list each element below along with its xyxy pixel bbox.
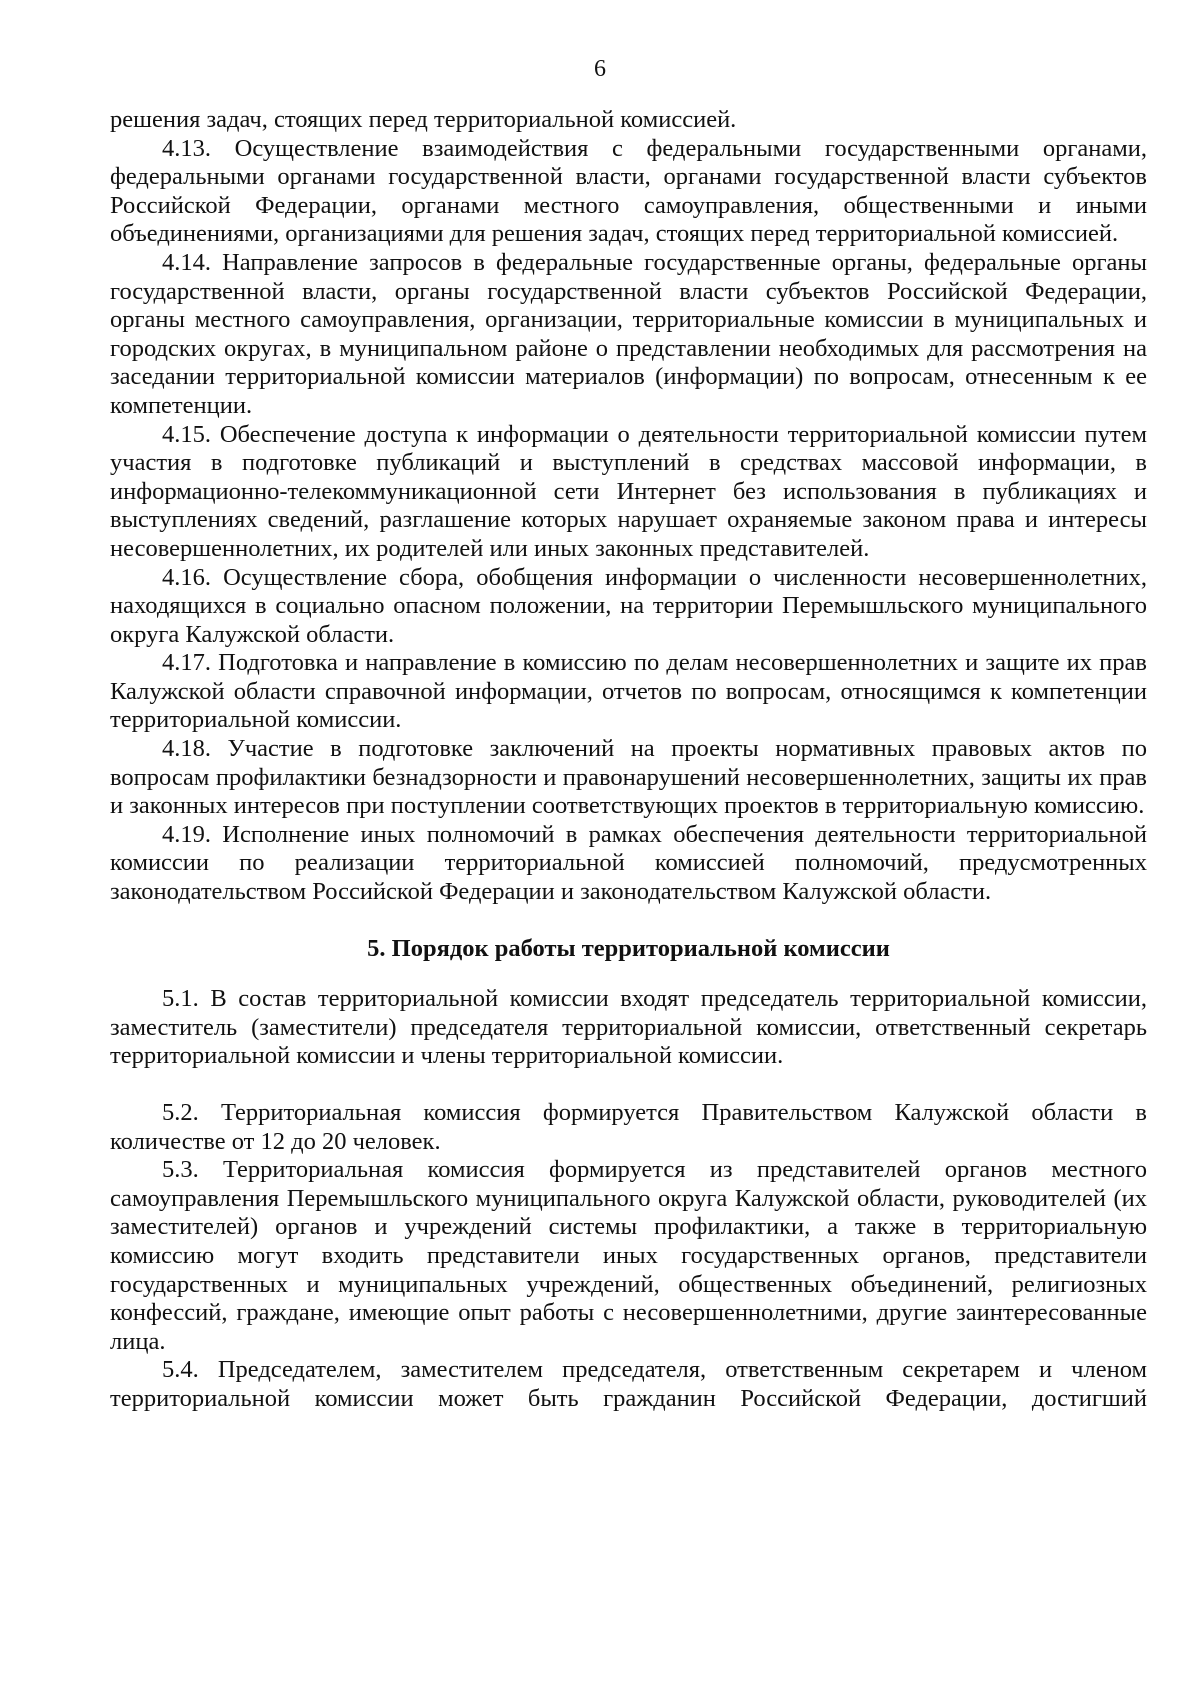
document-body [110, 106, 1147, 1414]
paragraph-4-15: 4.15. Обеспечение доступа к информации о деятельности территориальной комиссии путем участия в подготовке публикаций и выступлений в средствах массовой информации, в информационно-телекоммуникационной сети Интернет без использования в публикациях и выступлениях сведений, разглашение которых нарушает охраняемые законом права и интересы несовершеннолетних, их родителей или иных законных представителей. [110, 420, 1147, 562]
paragraph-4-17: 4.17. Подготовка и направление в комиссию по делам несовершеннолетних и защите их прав Калужской области справочной информации, отчетов по вопросам, относящимся к компетенции территориальной комиссии. [110, 649, 1147, 734]
page-number: 6 [594, 56, 606, 82]
paragraph-4-14: 4.14. Направление запросов в федеральные государственные органы, федеральные органы государственной власти, органы государственной власти субъектов Российской Федерации, органы местного самоуправления, организации, территориальные комиссии в муниципальных и городских округах, в муниципальном районе о представлении необходимых для рассмотрения на заседании территориальной комиссии материалов (информации) по вопросам, отнесенным к ее компетенции. [110, 248, 1147, 419]
paragraph-4-18: 4.18. Участие в подготовке заключений на проекты нормативных правовых актов по вопросам профилактики безнадзорности и правонарушений несовершеннолетних, защиты их прав и законных интересов при поступлении соответствующих проектов в территориальную комиссию. [110, 735, 1147, 820]
paragraph-continuation: решения задач, стоящих перед территориальной комиссией. [110, 106, 737, 133]
paragraph-5-3: 5.3. Территориальная комиссия формируется из представителей органов местного самоуправления Перемышльского муниципального округа Калужской области, руководителей (их заместителей) органов и учреждений системы профилактики, а также в территориальную комиссию могут входить представители иных государственных органов, представители государственных и муниципальных учреждений, общественных объединений, религиозных конфессий, граждане, имеющие опыт работы с несовершеннолетними, другие заинтересованные лица. [110, 1156, 1147, 1355]
paragraph-4-19: 4.19. Исполнение иных полномочий в рамках обеспечения деятельности территориальной комиссии по реализации территориальной комиссией полномочий, предусмотренных законодательством Российской Федерации и законодательством Калужской области. [110, 820, 1147, 906]
paragraph-4-16: 4.16. Осуществление сбора, обобщения информации о численности несовершеннолетних, находящихся в социально опасном положении, на территории Перемышльского муниципального округа Калужской области. [110, 563, 1147, 648]
section-heading: 5. Порядок работы территориальной комиссии [367, 934, 890, 962]
paragraph-5-4: 5.4. Председателем, заместителем председателя, ответственным секретарем и членом территориальной комиссии может быть гражданин Российской Федерации, достигший [110, 1356, 1147, 1412]
paragraph-5-2: 5.2. Территориальная комиссия формируется Правительством Калужской области в количестве от 12 до 20 человек. [110, 1099, 1147, 1155]
paragraph-4-13: 4.13. Осуществление взаимодействия с федеральными государственными органами, федеральными органами государственной власти, органами государственной власти субъектов Российской Федерации, органами местного самоуправления, общественными и иными объединениями, организациями для решения задач, стоящих перед территориальной комиссией. [110, 134, 1147, 248]
paragraph-5-1: 5.1. В состав территориальной комиссии входят председатель территориальной комиссии, заместитель (заместители) председателя территориальной комиссии, ответственный секретарь территориальной комиссии и члены территориальной комиссии. [110, 985, 1147, 1070]
